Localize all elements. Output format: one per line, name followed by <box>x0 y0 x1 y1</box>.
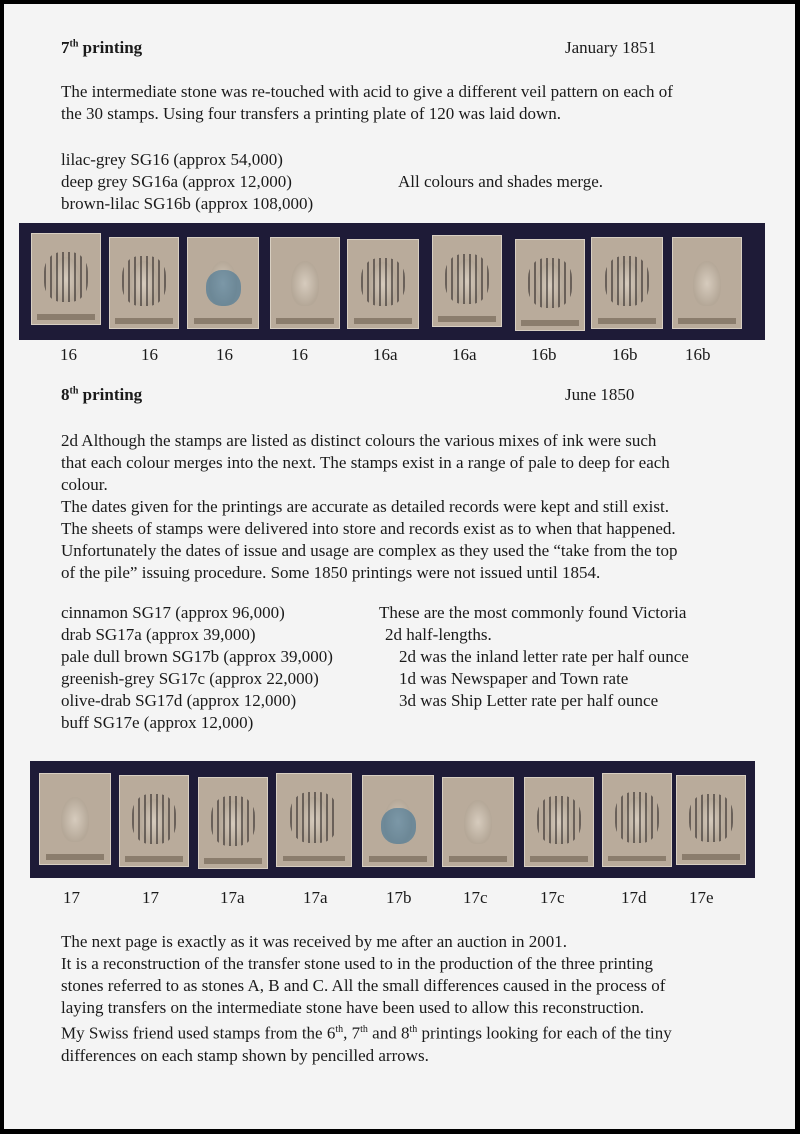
stamp-image <box>187 237 259 329</box>
stamp-label: 17c <box>463 888 488 907</box>
stamp-label: 17 <box>63 888 80 907</box>
stamp-image <box>602 773 672 867</box>
stamp-label: 16b <box>612 345 638 364</box>
stamp-label: 16b <box>531 345 557 364</box>
stamp-image <box>432 235 502 327</box>
stamp-image <box>276 773 352 867</box>
stamp-label: 17 <box>142 888 159 907</box>
stamp-label: 16 <box>291 345 308 364</box>
closing-paragraph: The next page is exactly as it was received by me after an auction in 2001. It is a reconstruction of the transfer stone used to in the production of the three printing stones referred to as stones A, B and C. All the small differences caused in the process of laying transfers on the intermediate stone have been used to allow this reconstruction. My Swiss friend used stamps from the 6th, 7th and 8th printings looking for each of the tiny differences on each stamp shown by pencilled arrows. <box>61 932 672 1065</box>
stamp-label: 17e <box>689 888 714 907</box>
stamp-image <box>119 775 189 867</box>
stamp-label: 17a <box>303 888 328 907</box>
stamp-label: 16 <box>141 345 158 364</box>
stamp-label: 17c <box>540 888 565 907</box>
colour-list-8th: cinnamon SG17 (approx 96,000) drab SG17a (approx 39,000) pale dull brown SG17b (approx 39,000) greenish-grey SG17c (approx 22,000) olive-drab SG17d (approx 12,000) buff SG17e (approx 12,000) <box>61 603 333 732</box>
stamp-label: 16 <box>216 345 233 364</box>
stamp-image <box>31 233 101 325</box>
stamp-strip-7th <box>19 223 765 340</box>
stamp-image <box>591 237 663 329</box>
stamp-image <box>515 239 585 331</box>
stamp-image <box>198 777 268 869</box>
stamp-label: 16 <box>60 345 77 364</box>
stamp-image <box>676 775 746 865</box>
heading-7th-printing: 7th printing <box>61 38 143 57</box>
stamp-label: 16b <box>685 345 711 364</box>
stamp-image <box>270 237 340 329</box>
stamp-label: 17b <box>386 888 412 907</box>
stamp-image <box>109 237 179 329</box>
stamp-image <box>442 777 514 867</box>
stamp-image <box>362 775 434 867</box>
stamp-image <box>672 237 742 329</box>
intro-paragraph-7th: The intermediate stone was re-touched with acid to give a different veil pattern on each of the 30 stamps. Using four transfers a printing plate of 120 was laid down. <box>61 82 673 123</box>
stamp-label: 16a <box>373 345 398 364</box>
stamp-image <box>39 773 111 865</box>
stamp-image <box>347 239 419 329</box>
stamp-label: 17a <box>220 888 245 907</box>
stamp-label: 16a <box>452 345 477 364</box>
date-7th-printing: January 1851 <box>565 38 657 57</box>
heading-8th-printing: 8th printing <box>61 385 143 404</box>
body-paragraph-8th: 2d Although the stamps are listed as distinct colours the various mixes of ink were such that each colour merges into the next. The stamps exist in a range of pale to deep for each colour. The dates given for the printings are accurate as detailed records were kept and still exist. The sheets of stamps were delivered into store and records exist as to when that happened. Unfortunately the dates of issue and usage are complex as they used the “take from the top of the pile” issuing procedure. Some 1850 printings were not issued until 1854. <box>61 431 678 582</box>
note-colours-merge: All colours and shades merge. <box>398 172 604 191</box>
stamp-label: 17d <box>621 888 647 907</box>
colour-list-7th: lilac-grey SG16 (approx 54,000) deep grey SG16a (approx 12,000) brown-lilac SG16b (approx 108,000) <box>61 150 314 213</box>
album-page <box>4 4 795 1129</box>
postal-rate-notes: These are the most commonly found Victoria 2d half-lengths. 2d was the inland letter rate per half ounce 1d was Newspaper and Town rate 3d was Ship Letter rate per half ounce <box>379 603 689 710</box>
date-8th-printing: June 1850 <box>565 385 635 404</box>
stamp-image <box>524 777 594 867</box>
stamp-strip-8th <box>30 761 755 878</box>
